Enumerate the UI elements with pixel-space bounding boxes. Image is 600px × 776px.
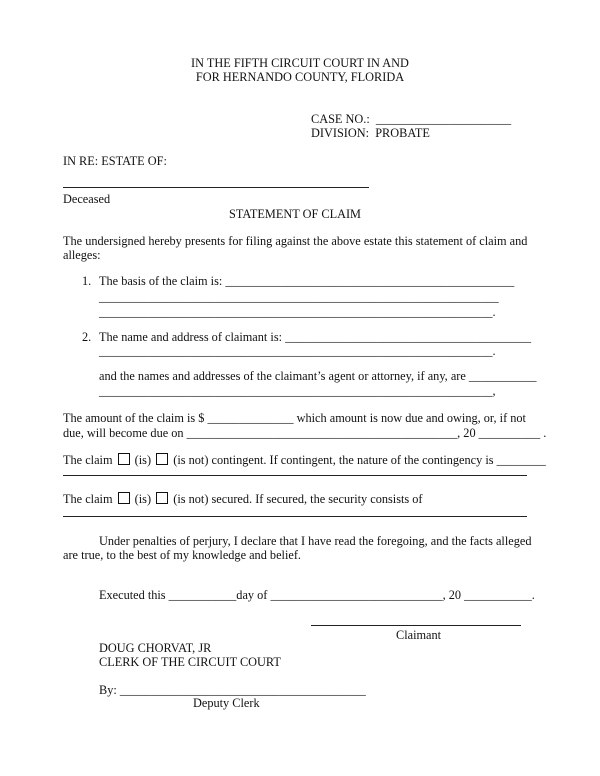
contingent-rest-text: (is not) contingent. If contingent, the nature of the contingency is ________ (173, 453, 546, 467)
claim-basis-field[interactable]: The basis of the claim is: _______________________________________________ (99, 274, 515, 288)
secured-rest-text: (is not) secured. If secured, the security consists of (173, 492, 423, 506)
claim-amount-field[interactable]: The amount of the claim is $ ______________ which amount is now due and owing, or, if not (63, 411, 526, 425)
claimant-address-field[interactable]: The name and address of claimant is: ________________________________________ (99, 330, 532, 344)
item2-number: 2. (82, 330, 92, 344)
perjury-statement-line2: are true, to the best of my knowledge and belief. (63, 548, 301, 562)
claim-basis-line2[interactable]: _________________________________________________________________ (99, 290, 499, 304)
contingent-is-label: (is) (134, 453, 152, 467)
case-number-field[interactable]: CASE NO.: ______________________ (311, 112, 512, 126)
secured-prefix: The claim (63, 492, 113, 506)
deputy-clerk-label: Deputy Clerk (193, 696, 260, 710)
claimant-signature-line[interactable] (311, 625, 521, 626)
clerk-title: CLERK OF THE CIRCUIT COURT (99, 655, 281, 669)
division-label: DIVISION: PROBATE (311, 126, 430, 140)
decedent-name-line[interactable] (63, 187, 369, 188)
security-description-line[interactable] (63, 516, 527, 517)
deceased-label: Deceased (63, 192, 111, 206)
contingent-prefix: The claim (63, 453, 113, 467)
court-name-line1: IN THE FIFTH CIRCUIT COURT IN AND (191, 56, 409, 70)
court-name-line2: FOR HERNANDO COUNTY, FLORIDA (195, 70, 405, 84)
secured-is-checkbox[interactable] (118, 492, 130, 504)
claimant-address-line2[interactable]: ________________________________________________________________. (99, 344, 496, 358)
document-title: STATEMENT OF CLAIM (228, 207, 361, 221)
secured-is-label: (is) (134, 492, 152, 506)
contingent-is-not-checkbox[interactable] (156, 453, 168, 465)
deputy-signature-field[interactable]: By: ________________________________________ (99, 683, 366, 697)
contingent-row (63, 453, 546, 467)
agent-address-field[interactable]: and the names and addresses of the claimant’s agent or attorney, if any, are ___________ (99, 369, 537, 383)
contingent-is-checkbox[interactable] (118, 453, 130, 465)
secured-is-not-checkbox[interactable] (156, 492, 168, 504)
claim-basis-line3[interactable]: ________________________________________________________________. (99, 305, 496, 319)
intro-text-line2: alleges: (63, 248, 101, 262)
item1-number: 1. (82, 274, 92, 288)
claimant-label: Claimant (396, 628, 442, 642)
execution-date-field[interactable]: Executed this ___________day of ____________________________, 20 ___________. (99, 588, 535, 602)
in-re-estate-label: IN RE: ESTATE OF: (63, 154, 167, 168)
due-date-field[interactable]: due, will become due on ____________________________________________, 20 __________ . (63, 426, 547, 440)
clerk-name: DOUG CHORVAT, JR (99, 641, 212, 655)
perjury-statement-line1: Under penalties of perjury, I declare that I have read the foregoing, and the facts alleged (99, 534, 532, 548)
secured-row (63, 492, 423, 506)
contingency-nature-line[interactable] (63, 475, 527, 476)
intro-text-line1: The undersigned hereby presents for filing against the above estate this statement of claim and (63, 234, 528, 248)
agent-address-line2[interactable]: ________________________________________________________________, (99, 384, 496, 398)
